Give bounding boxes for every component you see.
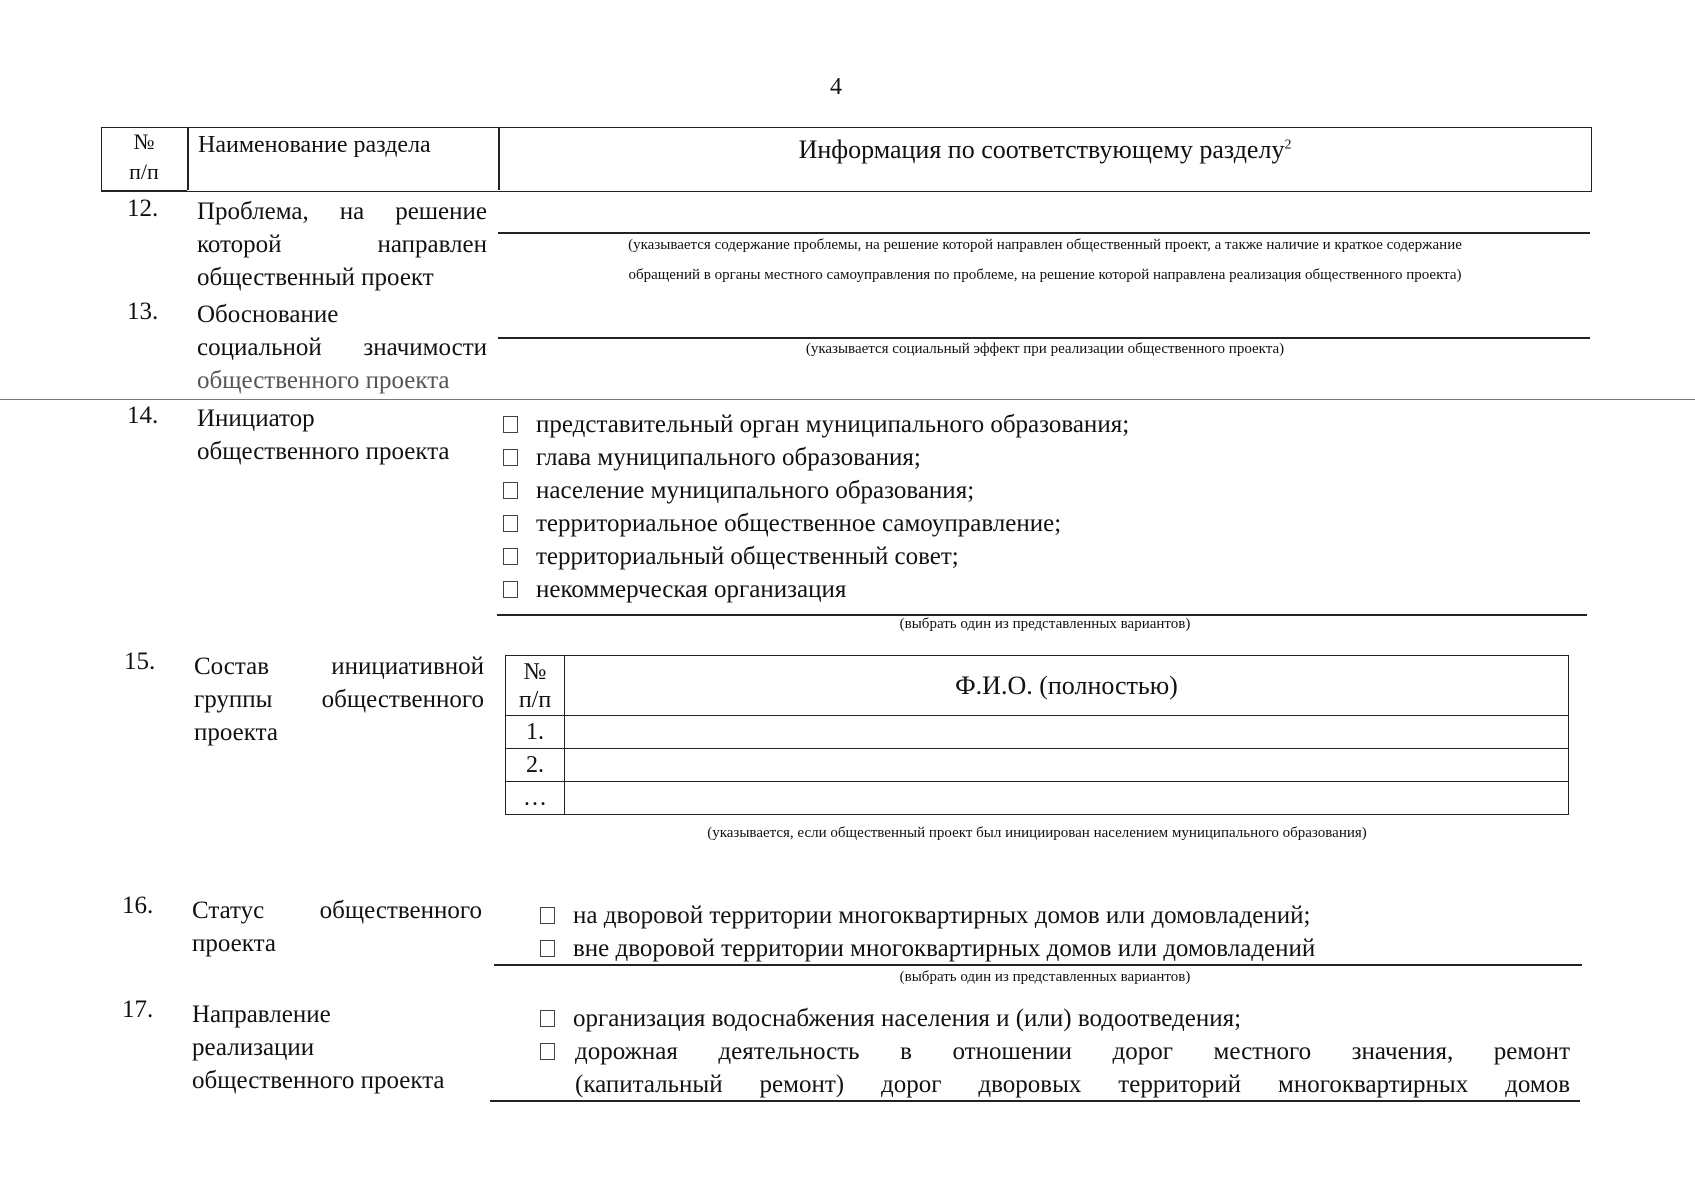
checkbox-icon[interactable] (540, 1043, 555, 1060)
row-16-number: 16. (122, 892, 154, 919)
option-item[interactable]: некоммерческая организация (503, 573, 1129, 606)
row-17-label: Направление реализации общественного проекта (192, 1001, 445, 1094)
option-item[interactable]: вне дворовой территории многоквартирных домов или домовладений (540, 932, 1315, 965)
table-row-name-cell[interactable] (565, 782, 1569, 815)
checkbox-icon[interactable] (540, 1010, 555, 1027)
row-15-number: 15. (124, 648, 156, 675)
table-head-no: № п/п (506, 656, 565, 716)
row-16-options (540, 899, 1315, 965)
row-17-answer-line (490, 1100, 1580, 1102)
option-item[interactable]: представительный орган муниципального образования; (503, 408, 1129, 441)
option-item[interactable]: дорожная деятельность в отношении дорог местного значения, ремонт (капитальный ремонт) дорог дворовых территорий многоквартирных домов (540, 1035, 1570, 1101)
table-row-number: 1. (506, 716, 565, 749)
footnote-mark: 2 (1284, 137, 1292, 153)
checkbox-icon[interactable] (540, 940, 555, 957)
row-14-options (503, 408, 1129, 606)
option-item[interactable]: глава муниципального образования; (503, 441, 1129, 474)
header-col-name: Наименование раздела (198, 132, 431, 158)
row-15-hint: (указывается, если общественный проект был инициирован населением муниципального образования) (707, 825, 1367, 841)
row-12-hint: (указывается содержание проблемы, на решение которой направлен общественный проект, а также наличие и краткое содержание обращений в органы местного самоуправления по проблеме, на решение которой направлена реализация общественного проекта) (628, 237, 1462, 283)
table-row-name-cell[interactable] (565, 716, 1569, 749)
option-item[interactable]: организация водоснабжения населения и (или) водоотведения; (540, 1002, 1570, 1035)
page-number: 4 (830, 74, 842, 100)
row-17-number: 17. (122, 996, 154, 1023)
row-15-label: Состав инициативной группы общественного проекта (194, 653, 484, 746)
initiative-group-table (505, 655, 1569, 815)
checkbox-icon[interactable] (503, 449, 518, 466)
table-row-number: 2. (506, 749, 565, 782)
row-13-hint: (указывается социальный эффект при реализации общественного проекта) (805, 341, 1285, 357)
option-item[interactable]: на дворовой территории многоквартирных домов или домовладений; (540, 899, 1315, 932)
checkbox-icon[interactable] (503, 548, 518, 565)
header-col-info: Информация по соответствующему разделу$^2$ (798, 135, 1292, 164)
row-14-hint: (выбрать один из представленных вариантов) (899, 616, 1191, 632)
row-13-number: 13. (127, 298, 159, 325)
checkbox-icon[interactable] (503, 581, 518, 598)
checkbox-icon[interactable] (503, 482, 518, 499)
row-12-label: Проблема, на решение которой направлен общественный проект (197, 198, 487, 291)
scan-fold-line (0, 399, 1695, 400)
table-row-name-cell[interactable] (565, 749, 1569, 782)
option-item[interactable]: территориальный общественный совет; (503, 540, 1129, 573)
checkbox-icon[interactable] (503, 515, 518, 532)
checkbox-icon[interactable] (503, 416, 518, 433)
row-12-number: 12. (127, 195, 159, 222)
table-row-number: … (506, 782, 565, 815)
row-16-hint: (выбрать один из представленных вариантов) (899, 969, 1191, 985)
row-17-options (540, 1002, 1570, 1101)
row-14-number: 14. (127, 402, 159, 429)
option-item[interactable]: население муниципального образования; (503, 474, 1129, 507)
header-col-no: № п/п (129, 129, 159, 184)
table-head-name: Ф.И.О. (полностью) (565, 656, 1569, 716)
checkbox-icon[interactable] (540, 907, 555, 924)
option-item[interactable]: территориальное общественное самоуправление; (503, 507, 1129, 540)
row-13-label: Обоснование социальной значимости общественного проекта (197, 301, 487, 394)
header-col-divider-1 (187, 127, 189, 190)
row-14-label: Инициатор общественного проекта (197, 405, 450, 465)
row-16-label: Статус общественного проекта (192, 897, 482, 957)
header-bottom-extension (101, 190, 187, 192)
